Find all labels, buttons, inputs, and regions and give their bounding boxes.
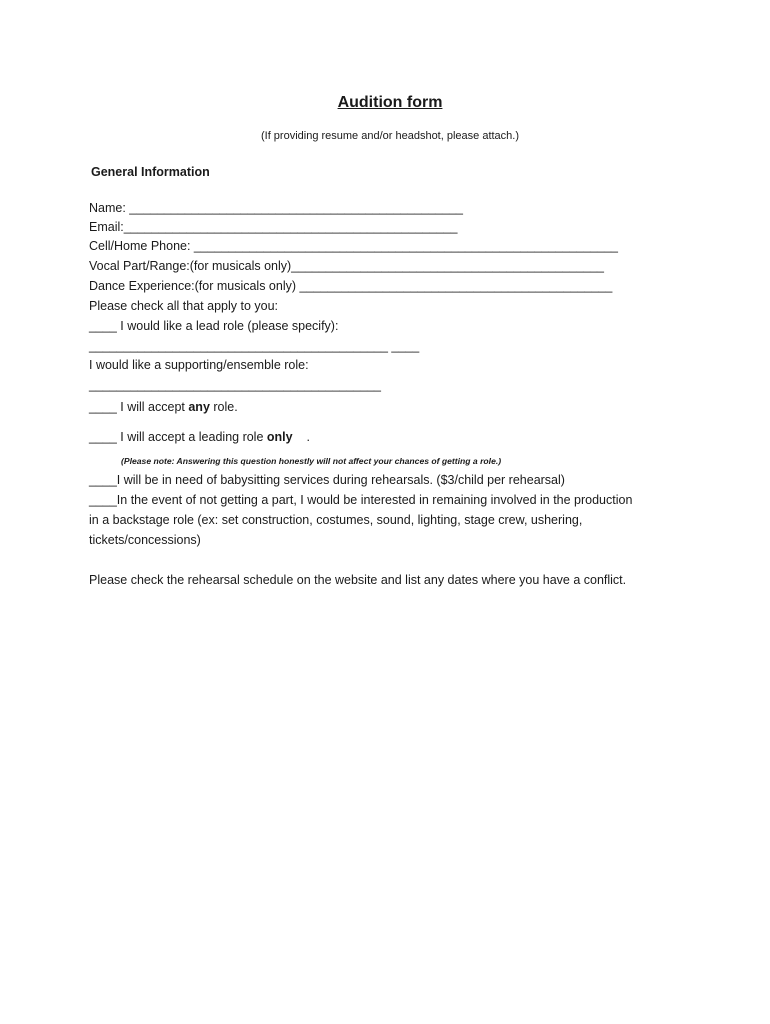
lead-role-specify-blank: ___________________________________________ ____	[89, 339, 420, 353]
rehearsal-conflict-instruction: Please check the rehearsal schedule on the website and list any dates where you have a conflict.	[89, 573, 627, 587]
leading-only-suffix: .	[292, 430, 310, 444]
check-all-instruction: Please check all that apply to you:	[89, 299, 279, 313]
leading-role-only-option	[89, 429, 310, 445]
form-title: Audition form	[337, 94, 443, 111]
vocal-range-field-line: Vocal Part/Range:(for musicals only)_____________________________________________	[89, 259, 605, 273]
dance-experience-field-line: Dance Experience:(for musicals only) _____________________________________________	[89, 279, 613, 293]
phone-field-line: Cell/Home Phone: _____________________________________________________________	[89, 239, 618, 253]
any-role-prefix: ____ I will accept	[89, 400, 189, 414]
supporting-role-blank: __________________________________________	[89, 378, 381, 392]
backstage-option-line-3: tickets/concessions)	[89, 533, 201, 547]
lead-role-option: ____ I would like a lead role (please specify):	[89, 319, 339, 333]
email-field-line: Email:________________________________________________	[89, 220, 458, 234]
leading-only-bold: only	[266, 430, 293, 444]
honesty-note: (Please note: Answering this question honestly will not affect your chances of getting a role.)	[121, 456, 502, 466]
leading-only-prefix: ____ I will accept a leading role	[89, 430, 267, 444]
form-subtitle: (If providing resume and/or headshot, please attach.)	[260, 130, 520, 142]
supporting-role-option: I would like a supporting/ensemble role:	[89, 358, 309, 372]
babysitting-option: ____I will be in need of babysitting services during rehearsals. ($3/child per rehearsal)	[89, 473, 565, 487]
section-heading-general-information: General Information	[91, 165, 210, 179]
any-role-option	[89, 399, 238, 415]
any-role-suffix: role.	[209, 400, 238, 414]
any-role-bold: any	[188, 400, 210, 414]
backstage-option-line-1: ____In the event of not getting a part, I would be interested in remaining involved in the production	[89, 493, 633, 507]
backstage-option-line-2: in a backstage role (ex: set construction, costumes, sound, lighting, stage crew, ushering,	[89, 513, 583, 527]
name-field-line: Name: ________________________________________________	[89, 201, 463, 215]
